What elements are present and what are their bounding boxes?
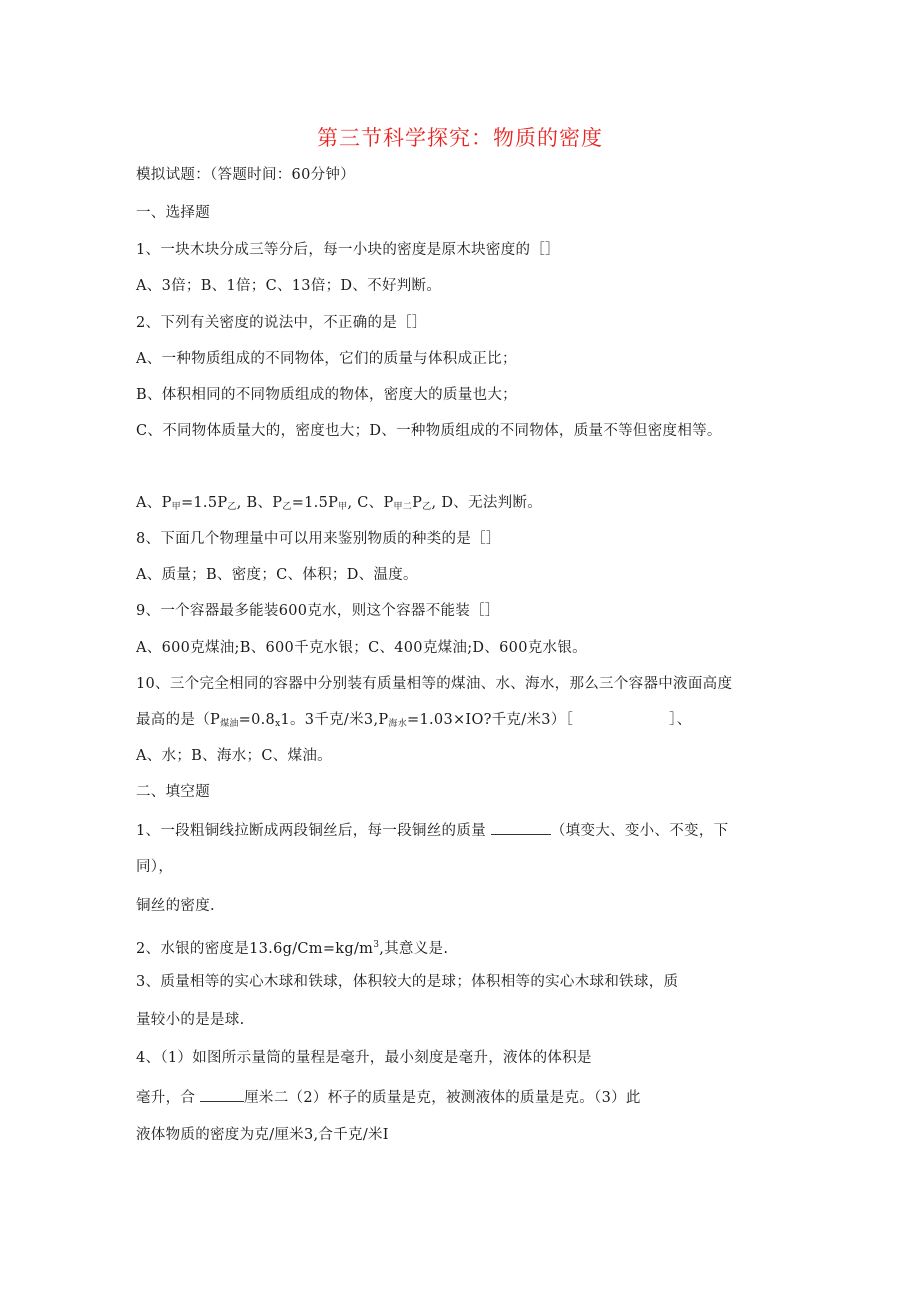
fill-1-text-a: 1、一段粗铜线拉断成两段铜丝后，每一段铜丝的质量 (136, 823, 486, 839)
option-a-mid: =1.5P (180, 495, 228, 511)
fill-4-text-a: 毫升，合 (136, 1090, 196, 1106)
option-c-mid: P (412, 495, 423, 511)
option-b-sub1: 乙 (282, 502, 292, 512)
question-7-options (136, 493, 542, 517)
q10-part1: 最高的是（P (136, 712, 221, 728)
question-10-line-2 (136, 710, 692, 734)
option-a-sub1: 甲 (171, 502, 181, 512)
page-title: 第三节科学探究：物质的密度 (317, 126, 603, 150)
option-a-sub2: 乙 (227, 502, 237, 512)
fill-3-line-1: 3、质量相等的实心木球和铁球，体积较大的是球；体积相等的实心木球和铁球，质 (136, 974, 679, 990)
question-8-options: A、质量；B、密度；C、体积；D、温度。 (136, 567, 418, 583)
option-a-prefix: A、P (136, 495, 172, 511)
option-c-sub1: 甲二 (393, 502, 413, 512)
fill-1-line-1 (136, 820, 728, 841)
option-c-prefix: , C、P (347, 495, 394, 511)
question-2-option-b: B、体积相同的不同物质组成的物体，密度大的质量也大； (136, 387, 517, 403)
fill-1-blank[interactable] (491, 820, 551, 835)
question-2: 2、下列有关密度的说法中，不正确的是［］ (136, 315, 427, 331)
q10-sub1: 煤油 (220, 719, 239, 729)
q10-part4: =1.03×IO?千克/米3）［ (407, 712, 574, 728)
q10-sub3: 海水 (388, 719, 408, 729)
q10-part2: =0.8 (238, 712, 276, 728)
question-2-option-a: A、一种物质组成的不同物体，它们的质量与体积成正比； (136, 351, 517, 367)
question-8: 8、下面几个物理量中可以用来鉴别物质的种类的是［］ (136, 531, 501, 547)
fill-1-line-2: 同）， (136, 859, 174, 875)
fill-1-text-b: （填变大、变小、不变，下 (550, 823, 729, 839)
fill-1-line-3: 铜丝的密度. (136, 898, 215, 914)
exam-header: 模拟试题：（答题时间：60分钟） (136, 167, 355, 183)
option-b-prefix: , B、P (236, 495, 283, 511)
question-9-options: A、600克煤油;B、600千克水银；C、400克煤油;D、600克水银。 (136, 640, 587, 656)
option-c-sub2: 乙 (422, 502, 432, 512)
q10-sub2: x (275, 719, 281, 729)
option-b-sub2: 甲 (338, 502, 348, 512)
fill-4-line-3: 液体物质的密度为克/厘米3,合千克/米I (136, 1127, 389, 1143)
fill-2-sup: 3 (373, 940, 380, 950)
section-heading-choice: 一、选择题 (136, 205, 210, 221)
q10-part3: 1。3千克/米3,P (280, 712, 389, 728)
fill-2 (136, 935, 448, 959)
question-2-options-cd: C、不同物体质量大的，密度也大；D、一种物质组成的不同物体，质量不等但密度相等。 (136, 423, 722, 439)
question-10-line-1: 10、三个完全相同的容器中分别装有质量相等的煤油、水、海水，那么三个容器中液面高度 (136, 676, 733, 692)
question-9: 9、一个容器最多能装600克水，则这个容器不能装［］ (136, 603, 500, 619)
fill-4-blank[interactable] (200, 1087, 244, 1102)
fill-4-text-b: 厘米二（2）杯子的质量是克，被测液体的质量是克。（3）此 (244, 1090, 641, 1106)
option-b-mid: =1.5P (291, 495, 339, 511)
question-1: 1、一块木块分成三等分后，每一小块的密度是原木块密度的［］ (136, 242, 560, 258)
option-d-text: , D、无法判断。 (431, 495, 543, 511)
section-heading-fill: 二、填空题 (136, 784, 210, 800)
fill-4-line-1: 4、（1）如图所示量筒的量程是毫升，最小刻度是毫升，液体的体积是 (136, 1050, 592, 1066)
question-10-options: A、水；B、海水；C、煤油。 (136, 748, 332, 764)
question-1-options: A、3倍；B、1倍；C、13倍；D、不好判断。 (136, 278, 442, 294)
fill-3-line-2: 量较小的是是球. (136, 1012, 245, 1028)
q10-part5: ］、 (669, 712, 692, 728)
fill-2-part1: 2、水银的密度是13.6g/Cm=kg/m (136, 941, 374, 957)
fill-4-line-2 (136, 1087, 641, 1108)
fill-2-part2: ,其意义是. (379, 941, 449, 957)
